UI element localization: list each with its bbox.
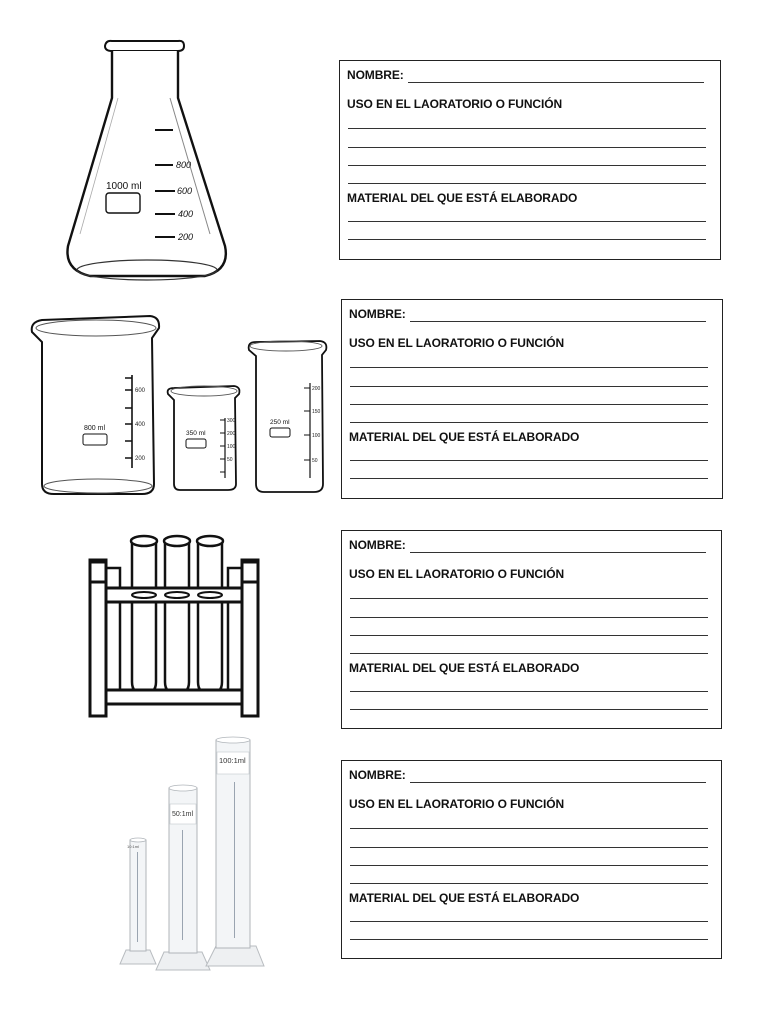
beaker-250-mark-100: 100 (312, 433, 321, 439)
beaker-800-mark-400: 400 (135, 422, 146, 428)
beakers-illustration (28, 308, 333, 498)
use-answer-line-4[interactable] (348, 183, 706, 184)
flask-label-box (106, 193, 140, 213)
material-label: MATERIAL DEL QUE ESTÁ ELABORADO (347, 191, 578, 205)
exercise-row-4 (0, 750, 768, 1024)
use-answer-line-1[interactable] (350, 367, 708, 368)
beaker-250-mark-200: 200 (312, 386, 321, 392)
use-answer-line-3[interactable] (350, 635, 708, 636)
name-answer-line[interactable] (408, 82, 704, 83)
beaker-250-mark-150: 150 (312, 409, 321, 415)
material-answer-line-1[interactable] (350, 460, 708, 461)
cylinder-100ml-icon (206, 737, 264, 966)
cylinder-100ml-capacity: 100:1ml (219, 756, 246, 765)
use-answer-line-3[interactable] (348, 165, 706, 166)
beaker-250-icon (249, 341, 327, 492)
name-answer-line[interactable] (410, 552, 706, 553)
beaker-800-icon (32, 316, 159, 494)
graduated-cylinders-illustration (112, 736, 272, 976)
beaker-350-mark-200: 200 (227, 431, 236, 437)
material-label: MATERIAL DEL QUE ESTÁ ELABORADO (349, 891, 580, 905)
use-answer-line-1[interactable] (350, 598, 708, 599)
beaker-350-icon (168, 386, 240, 490)
worksheet-card-4 (341, 760, 722, 959)
use-answer-line-4[interactable] (350, 422, 708, 423)
material-answer-line-1[interactable] (350, 921, 708, 922)
name-label: NOMBRE: (349, 307, 406, 321)
material-label: MATERIAL DEL QUE ESTÁ ELABORADO (349, 430, 580, 444)
use-label: USO EN EL LAORATORIO O FUNCIÓN (349, 336, 565, 350)
exercise-row-3 (0, 520, 768, 750)
beaker-800-capacity: 800 ml (84, 425, 106, 432)
beaker-800-mark-200: 200 (135, 456, 146, 462)
beaker-350-capacity: 350 ml (186, 430, 206, 437)
name-answer-line[interactable] (410, 782, 706, 783)
exercise-row-1 (0, 0, 768, 290)
beaker-350-mark-100: 100 (227, 444, 236, 450)
flask-capacity-label: 1000 ml (106, 181, 142, 192)
erlenmeyer-flask-illustration (60, 38, 235, 288)
test-tube-3-icon (197, 536, 223, 694)
name-answer-line[interactable] (410, 321, 706, 322)
worksheet-card-3 (341, 530, 722, 729)
use-label: USO EN EL LAORATORIO O FUNCIÓN (349, 797, 565, 811)
beaker-250-mark-50: 50 (312, 458, 318, 464)
use-answer-line-4[interactable] (350, 653, 708, 654)
material-answer-line-2[interactable] (350, 478, 708, 479)
material-label: MATERIAL DEL QUE ESTÁ ELABORADO (349, 661, 580, 675)
material-answer-line-2[interactable] (350, 709, 708, 710)
flask-mark-200: 200 (178, 232, 194, 242)
test-tube-rack-illustration (84, 532, 268, 720)
exercise-row-2 (0, 290, 768, 520)
use-answer-line-4[interactable] (350, 883, 708, 884)
test-tube-1-icon (131, 536, 157, 694)
cylinder-10ml-capacity: 10:1ml (127, 844, 140, 849)
worksheet-card-2 (341, 299, 723, 499)
beaker-350-mark-300: 300 (227, 418, 236, 424)
beaker-250-capacity: 250 ml (270, 419, 290, 426)
material-answer-line-1[interactable] (348, 221, 706, 222)
use-answer-line-3[interactable] (350, 865, 708, 866)
cylinder-10ml-icon (120, 838, 156, 964)
use-answer-line-2[interactable] (350, 617, 708, 618)
material-answer-line-1[interactable] (350, 691, 708, 692)
material-answer-line-2[interactable] (348, 239, 706, 240)
name-label: NOMBRE: (347, 68, 404, 82)
worksheet-card-1 (339, 60, 721, 260)
flask-mark-800: 800 (176, 160, 192, 170)
cylinder-50ml-capacity: 50:1ml (172, 811, 194, 818)
use-answer-line-1[interactable] (350, 828, 708, 829)
use-answer-line-2[interactable] (350, 386, 708, 387)
flask-mark-400: 400 (178, 209, 194, 219)
use-label: USO EN EL LAORATORIO O FUNCIÓN (349, 567, 565, 581)
use-label: USO EN EL LAORATORIO O FUNCIÓN (347, 97, 563, 111)
beaker-800-mark-600: 600 (135, 388, 146, 394)
flask-mark-600: 600 (177, 186, 193, 196)
beaker-350-mark-50: 50 (227, 457, 233, 463)
material-answer-line-2[interactable] (350, 939, 708, 940)
test-tube-2-icon (164, 536, 190, 694)
name-label: NOMBRE: (349, 768, 406, 782)
use-answer-line-1[interactable] (348, 128, 706, 129)
use-answer-line-2[interactable] (350, 847, 708, 848)
use-answer-line-2[interactable] (348, 147, 706, 148)
cylinder-50ml-icon (156, 785, 210, 970)
use-answer-line-3[interactable] (350, 404, 708, 405)
name-label: NOMBRE: (349, 538, 406, 552)
